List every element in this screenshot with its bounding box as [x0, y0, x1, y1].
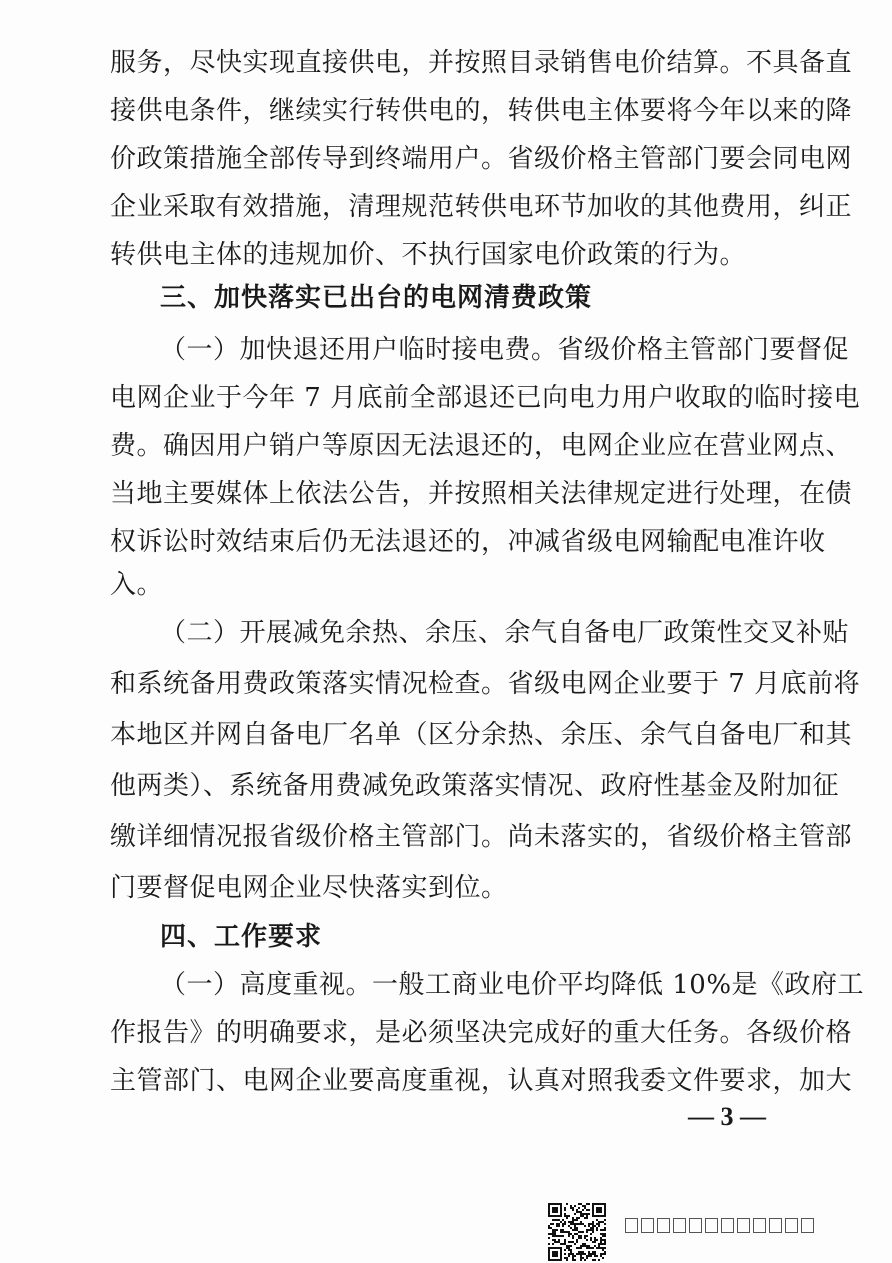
paragraph-line: 接供电条件，继续实行转供电的，转供电主体要将今年以来的降	[110, 96, 853, 126]
paragraph-line: 价政策措施全部传导到终端用户。省级价格主管部门要会同电网	[110, 144, 853, 174]
paragraph-line: 入。	[110, 570, 164, 600]
footer-glyph-box	[721, 1218, 734, 1233]
paragraph-line: 主管部门、电网企业要高度重视，认真对照我委文件要求，加大	[110, 1066, 853, 1096]
section-heading-3: 三、加快落实已出台的电网清费政策	[160, 283, 593, 313]
footer-glyph-box	[753, 1218, 766, 1233]
footer-glyph-box	[657, 1218, 670, 1233]
section-heading-4: 四、工作要求	[160, 922, 323, 952]
footer-glyph-box	[689, 1218, 702, 1233]
footer-glyph-box	[641, 1218, 654, 1233]
paragraph-line: 和系统备用费政策落实情况检查。省级电网企业要于 7 月底前将	[110, 669, 861, 699]
paragraph-line: 费。确因用户销户等原因无法退还的，电网企业应在营业网点、	[110, 431, 853, 461]
paragraph-line: 转供电主体的违规加价、不执行国家电价政策的行为。	[110, 240, 747, 270]
paragraph-line: （二）开展减免余热、余压、余气自备电厂政策性交叉补贴	[160, 618, 850, 648]
paragraph-line: 作报告》的明确要求，是必须坚决完成好的重大任务。各级价格	[110, 1018, 853, 1048]
footer-glyph-box	[785, 1218, 798, 1233]
footer-glyph-box	[769, 1218, 782, 1233]
footer-glyph-box	[673, 1218, 686, 1233]
page-number: — 3 —	[688, 1102, 766, 1131]
paragraph-line: 权诉讼时效结束后仍无法退还的，冲减省级电网输配电准许收	[110, 527, 826, 557]
footer-glyph-box	[801, 1218, 814, 1233]
paragraph-line: 缴详细情况报省级价格主管部门。尚未落实的，省级价格主管部	[110, 822, 853, 852]
paragraph-line: 本地区并网自备电厂名单（区分余热、余压、余气自备电厂和其	[110, 720, 853, 750]
paragraph-line: 门要督促电网企业尽快落实到位。	[110, 873, 508, 903]
paragraph-line: 电网企业于今年 7 月底前全部退还已向电力用户收取的临时接电	[110, 383, 861, 413]
paragraph-line: （一）高度重视。一般工商业电价平均降低 10%是《政府工	[160, 970, 865, 1000]
footer-glyph-box	[737, 1218, 750, 1233]
footer-caption	[625, 1218, 814, 1233]
paragraph-line: 企业采取有效措施，清理规范转供电环节加收的其他费用，纠正	[110, 192, 853, 222]
paragraph-line: 他两类）、系统备用费减免政策落实情况、政府性基金及附加征	[110, 771, 840, 801]
qr-code-icon	[548, 1203, 606, 1261]
paragraph-line: （一）加快退还用户临时接电费。省级价格主管部门要督促	[160, 335, 850, 365]
footer-glyph-box	[705, 1218, 718, 1233]
paragraph-line: 服务，尽快实现直接供电，并按照目录销售电价结算。不具备直	[110, 48, 853, 78]
paragraph-line: 当地主要媒体上依法公告，并按照相关法律规定进行处理，在债	[110, 479, 853, 509]
footer-glyph-box	[625, 1218, 638, 1233]
